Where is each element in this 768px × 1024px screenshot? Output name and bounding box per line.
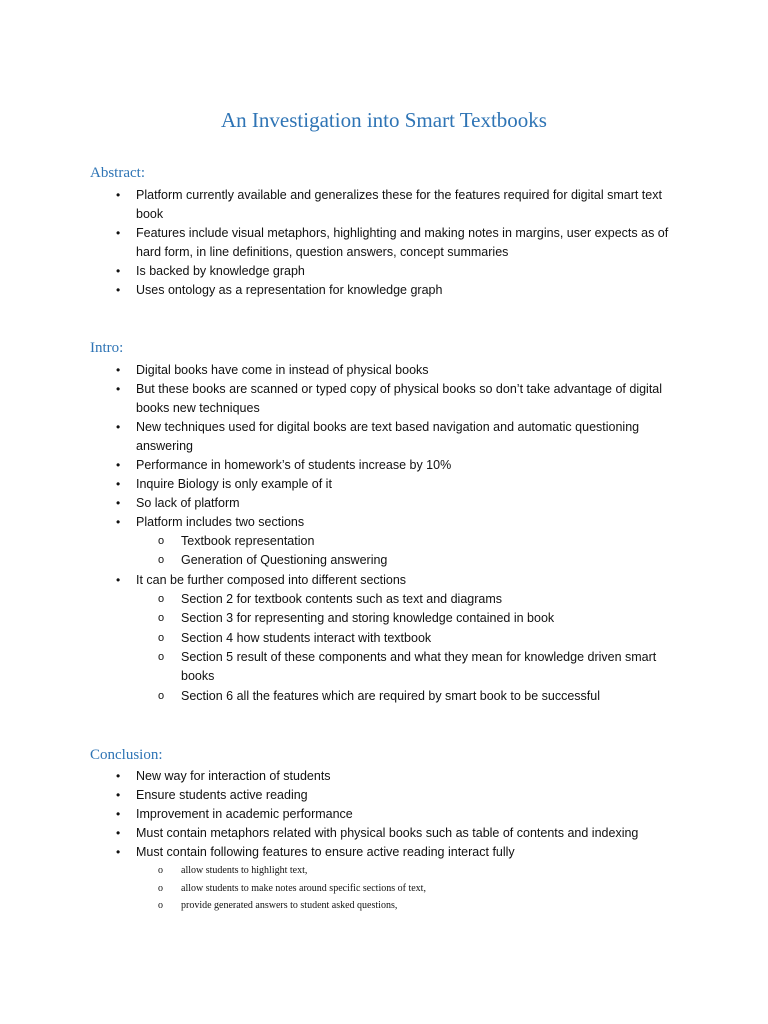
- sub-list-item: o Section 5 result of these components and what they mean for knowledge driven smart books: [158, 650, 657, 684]
- conclusion-list: [0, 767, 768, 915]
- bullet-glyph: •: [116, 515, 121, 529]
- bullet-glyph: •: [116, 788, 121, 802]
- bullet-glyph: •: [116, 477, 121, 491]
- bullet-glyph: •: [116, 382, 121, 396]
- sub-bullet-glyph: o: [158, 535, 165, 547]
- list-item: • Features include visual metaphors, highlighting and making notes in margins, user expects as of hard form, in line definitions, question answers, concept summaries: [116, 226, 669, 259]
- bullet-glyph: •: [116, 496, 121, 510]
- bullet-glyph: •: [116, 188, 121, 202]
- list-item: • Platform currently available and generalizes these for the features required for digital smart text book: [116, 188, 662, 221]
- sub-bullet-glyph: o: [158, 882, 163, 894]
- sub-list-item: o allow students to make notes around specific sections of text,: [0, 880, 681, 898]
- list-item: • But these books are scanned or typed copy of physical books so don’t take advantage of digital books new techniques: [116, 382, 663, 415]
- list-item: • Digital books have come in instead of physical books: [0, 361, 676, 380]
- conclusion-heading: Conclusion:: [90, 747, 163, 763]
- bullet-glyph: •: [116, 769, 121, 783]
- bullet-glyph: •: [116, 458, 121, 472]
- bullet-glyph: •: [116, 826, 121, 840]
- list-item: • Performance in homework’s of students increase by 10%: [0, 456, 676, 475]
- sub-bullet-glyph: o: [158, 612, 165, 625]
- list-item: • Must contain following features to ensure active reading interact fully: [0, 843, 676, 862]
- abstract-heading: Abstract:: [90, 165, 145, 181]
- bullet-glyph: •: [116, 845, 121, 859]
- list-item: • Ensure students active reading: [0, 786, 676, 805]
- list-item: • Improvement in academic performance: [0, 805, 676, 824]
- list-item: • New techniques used for digital books are text based navigation and automatic questioning answering: [116, 420, 640, 453]
- bullet-glyph: •: [116, 226, 121, 240]
- bullet-glyph: •: [116, 283, 121, 297]
- sub-list-item: o provide generated answers to student asked questions,: [0, 897, 681, 915]
- list-item: • Is backed by knowledge graph: [0, 262, 676, 281]
- sub-bullet-glyph: o: [158, 631, 165, 644]
- list-item: • Uses ontology as a representation for knowledge graph: [0, 281, 676, 300]
- bullet-glyph: •: [116, 420, 121, 434]
- sub-bullet-glyph: o: [158, 865, 163, 876]
- sub-bullet-glyph: o: [158, 689, 165, 702]
- abstract-list: [0, 186, 768, 300]
- sub-list-item: o Section 2 for textbook contents such as text and diagrams: [0, 590, 681, 609]
- list-item: • New way for interaction of students: [0, 767, 676, 786]
- sub-list-item: o Section 6 all the features which are required by smart book to be successful: [0, 687, 681, 706]
- list-item: • So lack of platform: [0, 494, 676, 513]
- document-title: An Investigation into Smart Textbooks: [221, 108, 547, 132]
- sub-bullet-glyph: o: [158, 651, 165, 664]
- list-item: • It can be further composed into different sections: [0, 571, 676, 590]
- sub-bullet-glyph: o: [158, 592, 165, 605]
- sub-list-item: o Section 4 how students interact with textbook: [0, 629, 681, 648]
- bullet-glyph: •: [116, 264, 121, 278]
- intro-list: [0, 361, 768, 706]
- bullet-glyph: •: [116, 363, 121, 377]
- sub-bullet-glyph: o: [158, 554, 165, 567]
- sub-list-item: o Textbook representation: [0, 532, 681, 551]
- bullet-glyph: •: [116, 807, 121, 821]
- list-item: • Inquire Biology is only example of it: [0, 475, 676, 494]
- intro-heading: Intro:: [90, 340, 124, 356]
- sub-bullet-glyph: o: [158, 900, 163, 911]
- sub-list-item: o Section 3 for representing and storing knowledge contained in book: [0, 609, 681, 628]
- sub-list-item: o allow students to highlight text,: [0, 862, 681, 880]
- list-item: • Platform includes two sections: [0, 513, 676, 532]
- sub-list-item: o Generation of Questioning answering: [0, 551, 681, 570]
- list-item: • Must contain metaphors related with physical books such as table of contents and indexing: [0, 824, 676, 843]
- bullet-glyph: •: [116, 572, 121, 587]
